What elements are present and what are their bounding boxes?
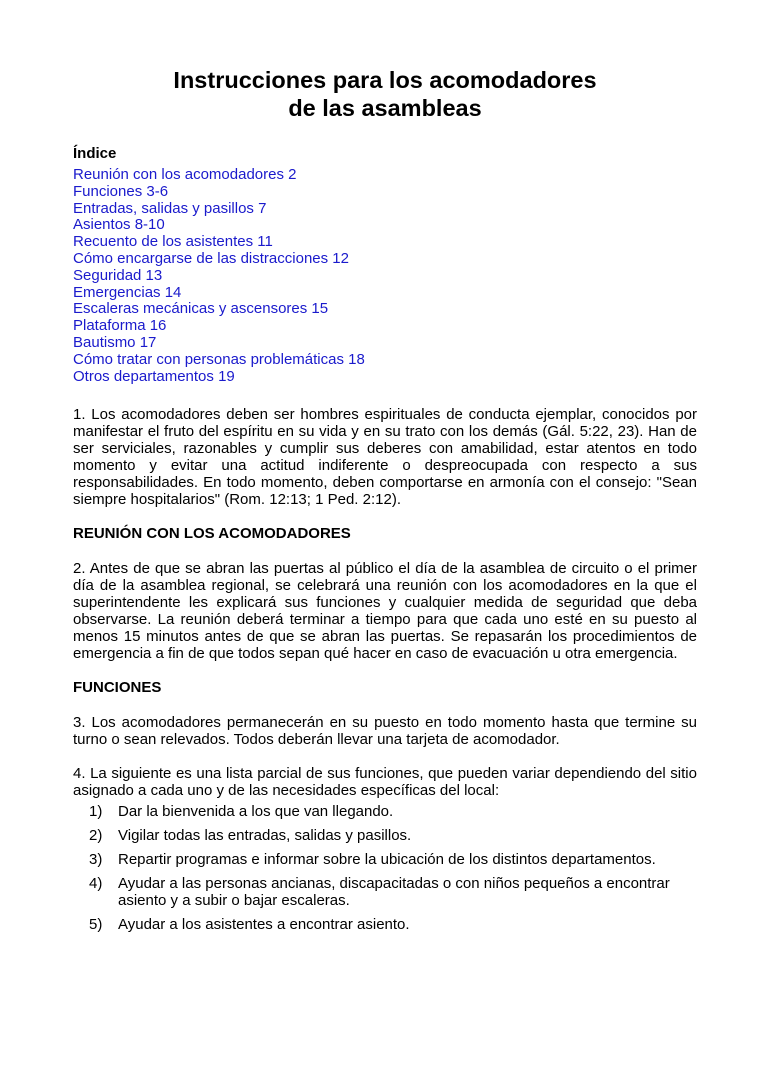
list-item-text: Ayudar a las personas ancianas, discapacitadas o con niños pequeños a encontrar asiento y a subir o bajar escaleras. — [118, 875, 670, 910]
toc-link-bautismo[interactable]: Bautismo 17 — [73, 333, 157, 351]
paragraph-3: 3. Los acomodadores permanecerán en su puesto en todo momento hasta que termine su turno o sean relevados. Todos deberán llevar una tarjeta de acomodador. — [73, 714, 697, 749]
toc-item — [73, 268, 697, 285]
duties-list — [73, 803, 697, 933]
toc-link-seguridad[interactable]: Seguridad 13 — [73, 266, 163, 284]
toc-item — [73, 167, 697, 184]
toc-item — [73, 184, 697, 201]
title-line-2: de las asambleas — [288, 95, 482, 121]
toc-item — [73, 352, 697, 369]
list-item-text: Ayudar a los asistentes a encontrar asiento. — [118, 916, 410, 934]
toc-link-plataforma[interactable]: Plataforma 16 — [73, 317, 167, 335]
toc-link-distracciones[interactable]: Cómo encargarse de las distracciones 12 — [73, 249, 349, 267]
toc-item — [73, 251, 697, 268]
toc-item — [73, 335, 697, 352]
list-item-number: 1) — [89, 803, 103, 821]
list-item-number: 2) — [89, 827, 103, 845]
toc-link-asientos[interactable]: Asientos 8-10 — [73, 216, 165, 234]
toc-item — [73, 201, 697, 218]
paragraph-4: 4. La siguiente es una lista parcial de sus funciones, que pueden variar dependiendo del sitio asignado a cada uno y de las necesidades específicas del local: — [73, 765, 697, 800]
section-heading-reunion: REUNIÓN CON LOS ACOMODADORES — [73, 525, 351, 543]
document-page — [0, 66, 768, 1090]
list-item — [73, 916, 697, 933]
list-item — [73, 827, 697, 844]
list-item — [73, 875, 697, 909]
paragraph-2: 2. Antes de que se abran las puertas al público el día de la asamblea de circuito o el primer día de la asamblea regional, se celebrará una reunión con los acomodadores en la que el superintendente les explicará sus funciones y cualquier medida de seguridad que deba observarse. La reunión deberá terminar a tiempo para que cada uno esté en su puesto al menos 15 minutos antes de que se abran las puertas. Se repasarán los procedimientos de emergencia a fin de que todos sepan qué hacer en caso de evacuación u otra emergencia. — [73, 560, 697, 663]
toc-link-escaleras[interactable]: Escaleras mecánicas y ascensores 15 — [73, 300, 329, 318]
list-item-text: Vigilar todas las entradas, salidas y pasillos. — [118, 827, 412, 845]
toc-link-reunion[interactable]: Reunión con los acomodadores 2 — [73, 166, 297, 183]
toc-link-entradas[interactable]: Entradas, salidas y pasillos 7 — [73, 199, 267, 217]
toc-link-otros[interactable]: Otros departamentos 19 — [73, 367, 235, 385]
toc-item — [73, 217, 697, 234]
title-line-1: Instrucciones para los acomodadores — [173, 67, 597, 93]
toc-link-funciones[interactable]: Funciones 3-6 — [73, 182, 169, 200]
toc-item — [73, 369, 697, 386]
list-item — [73, 851, 697, 868]
document-title — [73, 66, 697, 122]
list-item-text: Dar la bienvenida a los que van llegando. — [118, 803, 394, 821]
list-item-text: Repartir programas e informar sobre la ubicación de los distintos departamentos. — [118, 851, 656, 869]
list-item — [73, 803, 697, 820]
toc-link-problematicas[interactable]: Cómo tratar con personas problemáticas 18 — [73, 350, 365, 368]
toc-item — [73, 301, 697, 318]
list-item-number: 5) — [89, 916, 103, 934]
toc-link-emergencias[interactable]: Emergencias 14 — [73, 283, 182, 301]
toc-link-recuento[interactable]: Recuento de los asistentes 11 — [73, 233, 273, 251]
toc-item — [73, 234, 697, 251]
toc-item — [73, 318, 697, 335]
list-item-number: 3) — [89, 851, 103, 869]
section-heading-funciones: FUNCIONES — [73, 679, 162, 697]
table-of-contents — [73, 167, 697, 385]
index-heading: Índice — [73, 145, 117, 162]
paragraph-1: 1. Los acomodadores deben ser hombres espirituales de conducta ejemplar, conocidos por manifestar el fruto del espíritu en su vida y en su trato con los demás (Gál. 5:22, 23). Han de ser serviciales, razonables y cumplir sus deberes con amabilidad, estar atentos en todo momento y evitar una actitud indiferente o despreocupada con respecto a sus responsabilidades. En todo momento, deben comportarse en armonía con el consejo: "Sean siempre hospitalarios" (Rom. 12:13; 1 Ped. 2:12). — [73, 406, 697, 509]
toc-item — [73, 285, 697, 302]
list-item-number: 4) — [89, 875, 103, 893]
